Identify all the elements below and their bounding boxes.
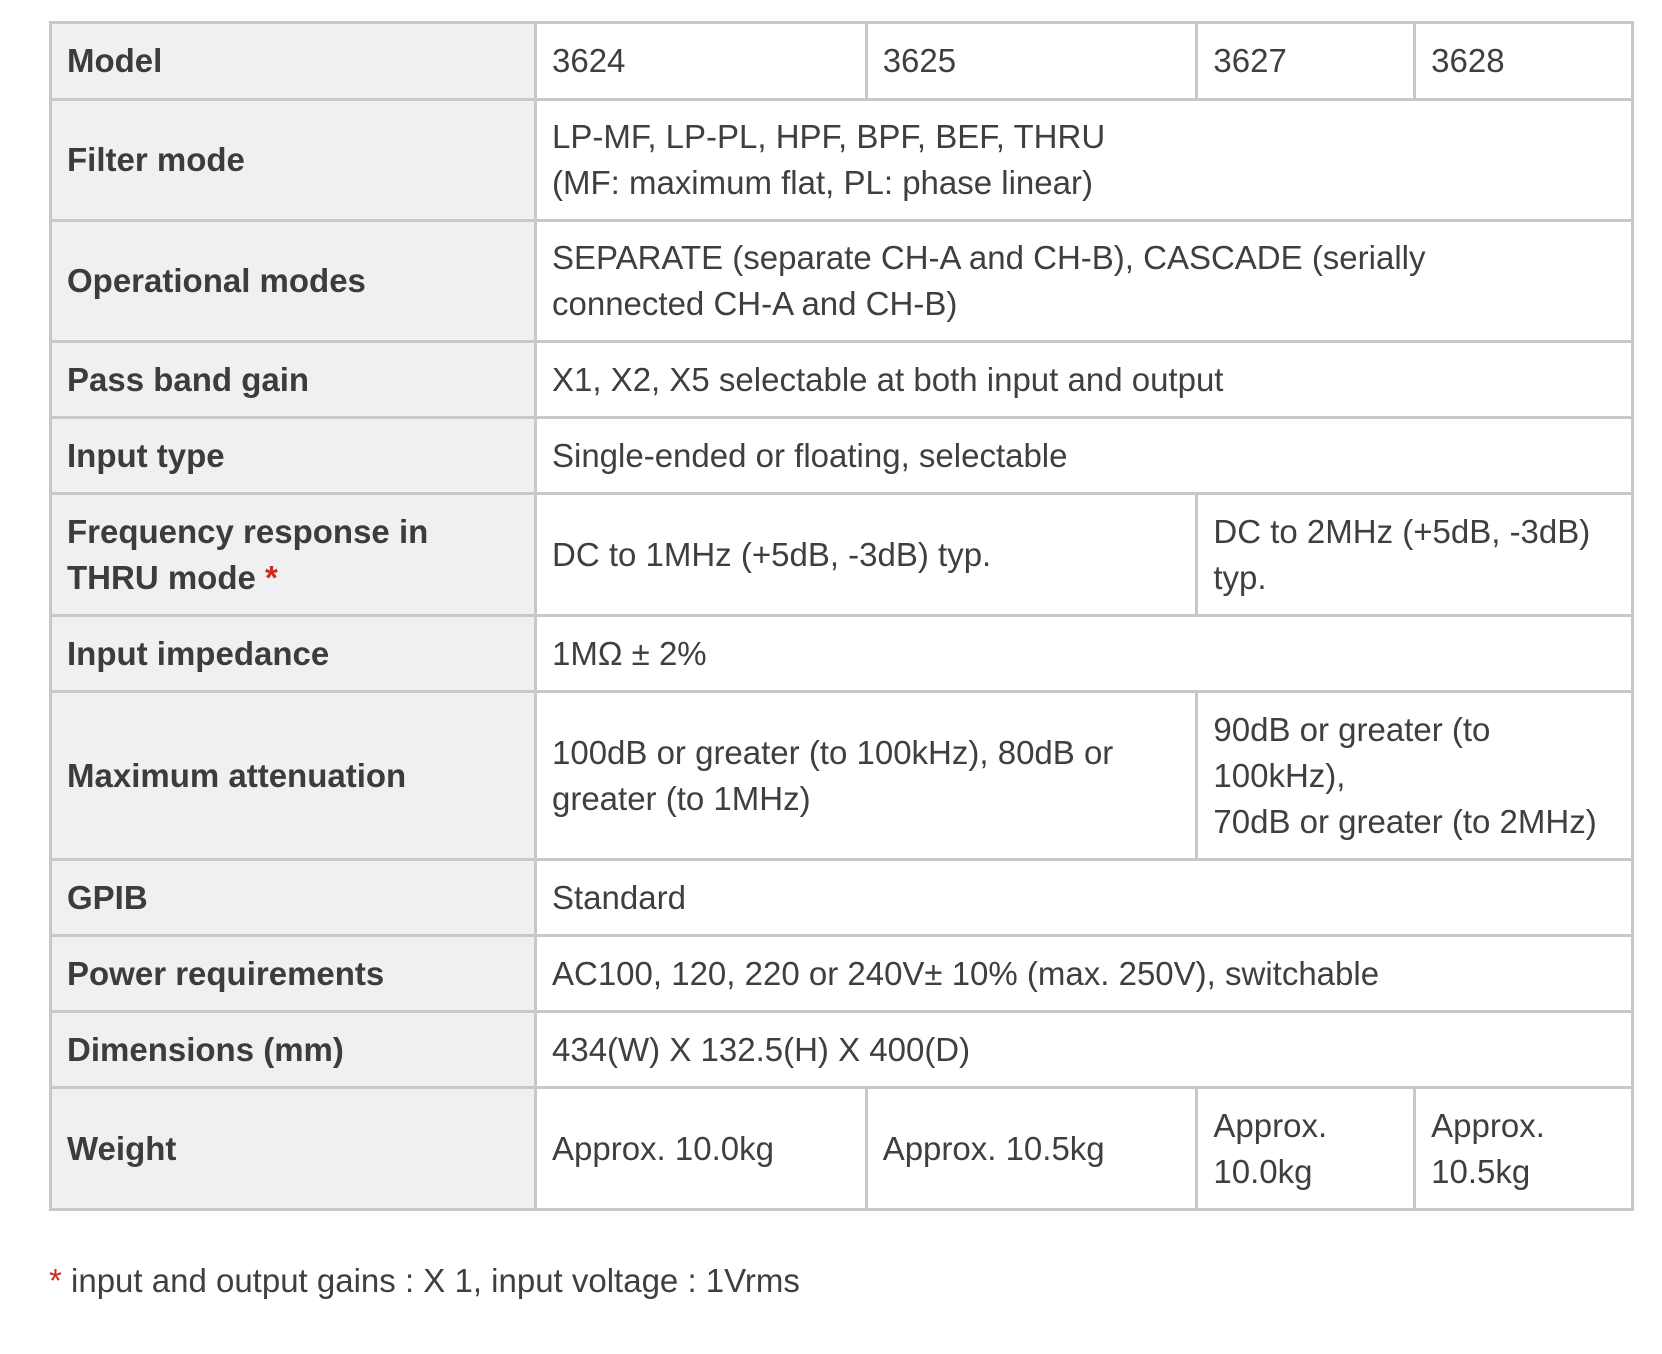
operational-modes-line: connected CH-A and CH-B)	[551, 285, 958, 322]
footnote-text: input and output gains : X 1, input voltage : 1Vrms	[61, 1262, 800, 1299]
row-label-model: Model	[51, 23, 536, 100]
row-label-input-type: Input type	[51, 418, 536, 494]
maximum-attenuation-line: 90dB or greater (to	[1213, 710, 1491, 748]
filter-mode-value	[535, 100, 1632, 221]
frequency-response-label-line: Frequency response in	[67, 512, 429, 550]
row-label-weight: Weight	[51, 1088, 536, 1210]
table-row	[51, 1012, 1633, 1088]
maximum-attenuation-3627-3628	[1197, 692, 1633, 860]
row-label-operational-modes: Operational modes	[51, 221, 536, 342]
weight-line: 10.0kg	[1213, 1152, 1313, 1190]
pass-band-gain-value: X1, X2, X5 selectable at both input and output	[535, 342, 1632, 418]
table-row	[51, 1088, 1633, 1210]
table-row	[51, 221, 1633, 342]
row-label-filter-mode: Filter mode	[51, 100, 536, 221]
operational-modes-line: SEPARATE (separate CH-A and CH-B), CASCADE (serially	[551, 239, 1426, 276]
input-type-value: Single-ended or floating, selectable	[535, 418, 1632, 494]
table-row	[51, 418, 1633, 494]
maximum-attenuation-3624-3625	[535, 692, 1196, 860]
weight-line: Approx.	[1213, 1106, 1328, 1144]
table-row	[51, 692, 1633, 860]
filter-mode-line: (MF: maximum flat, PL: phase linear)	[551, 164, 1093, 201]
frequency-response-label-text: THRU mode	[67, 558, 256, 596]
table-row	[51, 936, 1633, 1012]
table-row	[51, 616, 1633, 692]
footnote-marker: *	[265, 558, 278, 596]
power-requirements-value: AC100, 120, 220 or 240V± 10% (max. 250V), switchable	[535, 936, 1632, 1012]
spec-table	[49, 21, 1634, 1211]
frequency-response-line: typ.	[1213, 558, 1267, 596]
frequency-response-3627-3628	[1197, 494, 1633, 616]
weight-line: Approx.	[1431, 1106, 1545, 1144]
table-row	[51, 494, 1633, 616]
table-row	[51, 100, 1633, 221]
frequency-response-line: DC to 2MHz (+5dB, -3dB)	[1213, 512, 1591, 550]
table-row	[51, 23, 1633, 100]
dimensions-value: 434(W) X 132.5(H) X 400(D)	[535, 1012, 1632, 1088]
row-label-input-impedance: Input impedance	[51, 616, 536, 692]
input-impedance-value: 1MΩ ± 2%	[535, 616, 1632, 692]
frequency-response-label-line	[67, 555, 520, 601]
row-label-pass-band-gain: Pass band gain	[51, 342, 536, 418]
row-label-maximum-attenuation: Maximum attenuation	[51, 692, 536, 860]
model-3627-cell: 3627	[1197, 23, 1415, 100]
maximum-attenuation-line: 70dB or greater (to 2MHz)	[1213, 802, 1597, 840]
footnote	[49, 1258, 800, 1304]
model-3628-cell: 3628	[1415, 23, 1633, 100]
maximum-attenuation-line: 100dB or greater (to 100kHz), 80dB or	[551, 733, 1114, 771]
gpib-value: Standard	[535, 860, 1632, 936]
weight-3624-cell: Approx. 10.0kg	[535, 1088, 866, 1210]
table-row	[51, 860, 1633, 936]
model-3624-cell: 3624	[535, 23, 866, 100]
table-row	[51, 342, 1633, 418]
row-label-power-requirements: Power requirements	[51, 936, 536, 1012]
row-label-dimensions: Dimensions (mm)	[51, 1012, 536, 1088]
weight-3627-cell	[1197, 1088, 1415, 1210]
model-3625-cell: 3625	[866, 23, 1197, 100]
row-label-gpib: GPIB	[51, 860, 536, 936]
frequency-response-3624-3625: DC to 1MHz (+5dB, -3dB) typ.	[535, 494, 1196, 616]
maximum-attenuation-line: 100kHz),	[1213, 756, 1346, 794]
operational-modes-value	[535, 221, 1632, 342]
maximum-attenuation-line: greater (to 1MHz)	[551, 779, 811, 817]
row-label-frequency-response	[51, 494, 536, 616]
filter-mode-line: LP-MF, LP-PL, HPF, BPF, BEF, THRU	[551, 118, 1106, 155]
weight-3628-cell	[1415, 1088, 1633, 1210]
weight-line: 10.5kg	[1431, 1152, 1531, 1190]
weight-3625-cell: Approx. 10.5kg	[866, 1088, 1197, 1210]
footnote-marker: *	[49, 1262, 62, 1299]
